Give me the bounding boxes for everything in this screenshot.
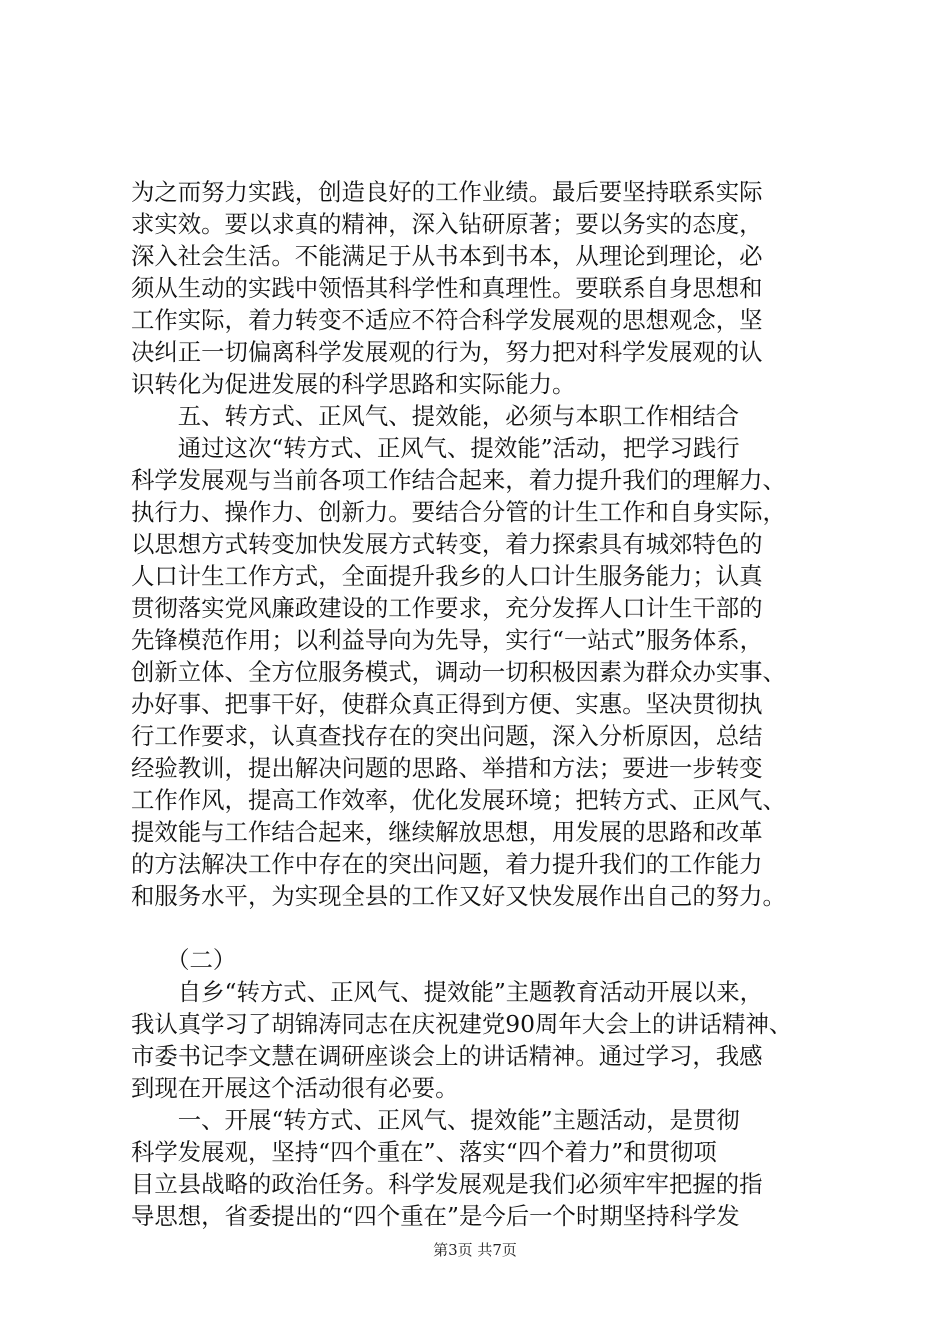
text-line: 经验教训，提出解决问题的思路、举措和方法；要进一步转变 [131, 754, 763, 782]
text-line: 创新立体、全方位服务模式，调动一切积极因素为群众办实事、 [131, 658, 786, 686]
text-line: 人口计生工作方式，全面提升我乡的人口计生服务能力；认真 [131, 562, 763, 590]
text-line: 到现在开展这个活动很有必要。 [131, 1074, 459, 1102]
text-line: 工作实际，着力转变不适应不符合科学发展观的思想观念，坚 [131, 306, 763, 334]
text-line: 贯彻落实党风廉政建设的工作要求，充分发挥人口计生干部的 [131, 594, 763, 622]
text-line: 办好事、把事干好，使群众真正得到方便、实惠。坚决贯彻执 [131, 690, 763, 718]
blank-line [131, 912, 851, 944]
text-line: 决纠正一切偏离科学发展观的行为，努力把对科学发展观的认 [131, 338, 763, 366]
text-line: 科学发展观与当前各项工作结合起来，着力提升我们的理解力、 [131, 466, 786, 494]
text-line: 求实效。要以求真的精神，深入钻研原著；要以务实的态度， [131, 210, 763, 238]
text-line: 先锋模范作用；以利益导向为先导，实行“一站式”服务体系， [131, 626, 764, 654]
text-line: 导思想，省委提出的“四个重在”是今后一个时期坚持科学发 [131, 1202, 740, 1230]
text-line: 目立县战略的政治任务。科学发展观是我们必须牢牢把握的指 [131, 1170, 763, 1198]
text-line: 须从生动的实践中领悟其科学性和真理性。要联系自身思想和 [131, 274, 763, 302]
text-line: 通过这次“转方式、正风气、提效能”活动，把学习践行 [131, 434, 740, 462]
text-line: 和服务水平，为实现全县的工作又好又快发展作出自己的努力。 [131, 882, 786, 910]
text-line: 提效能与工作结合起来，继续解放思想，用发展的思路和改革 [131, 818, 763, 846]
text-line: 一、开展“转方式、正风气、提效能”主题活动，是贯彻 [131, 1106, 740, 1134]
text-line: 的方法解决工作中存在的突出问题，着力提升我们的工作能力 [131, 850, 763, 878]
page-number: 第3页 共7页 [433, 1241, 517, 1259]
text-line: 市委书记李文慧在调研座谈会上的讲话精神。通过学习，我感 [131, 1042, 763, 1070]
body-text [131, 176, 851, 1232]
section-marker: （二） [131, 946, 237, 974]
text-line: 自乡“转方式、正风气、提效能”主题教育活动开展以来， [131, 978, 764, 1006]
text-line: 执行力、操作力、创新力。要结合分管的计生工作和自身实际， [131, 498, 786, 526]
text-line: 识转化为促进发展的科学思路和实际能力。 [131, 370, 576, 398]
text-line: 为之而努力实践，创造良好的工作业绩。最后要坚持联系实际 [131, 178, 763, 206]
text-line: 行工作要求，认真查找存在的突出问题，深入分析原因，总结 [131, 722, 763, 750]
text-line: 深入社会生活。不能满足于从书本到书本，从理论到理论，必 [131, 242, 763, 270]
text-line: 以思想方式转变加快发展方式转变，着力探索具有城郊特色的 [131, 530, 763, 558]
text-line: 科学发展观，坚持“四个重在”、落实“四个着力”和贯彻项 [131, 1138, 717, 1166]
text-line: 工作作风，提高工作效率，优化发展环境；把转方式、正风气、 [131, 786, 786, 814]
section-heading: 五、转方式、正风气、提效能，必须与本职工作相结合 [131, 402, 740, 430]
text-line: 我认真学习了胡锦涛同志在庆祝建党90周年大会上的讲话精神、 [131, 1010, 793, 1038]
